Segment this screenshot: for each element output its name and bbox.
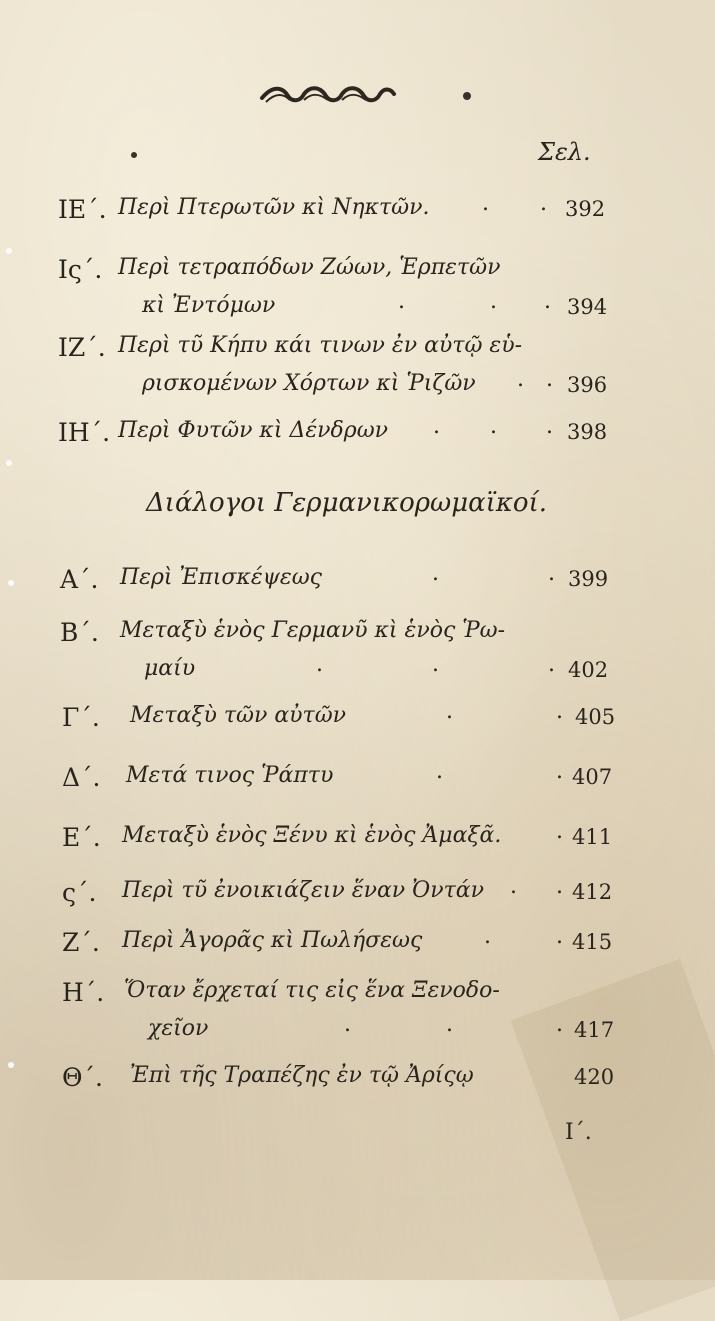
- wave-ornament-icon: [258, 82, 398, 108]
- entry-numeral: Θ΄.: [62, 1063, 103, 1092]
- leader-dot: .: [517, 367, 524, 392]
- binding-hole: [6, 460, 12, 466]
- page-column-label: Σελ.: [538, 138, 591, 166]
- ink-speck: [463, 92, 471, 100]
- entry-title-line: ρισκομένων Χόρτων κὶ Ῥιζῶν: [142, 371, 476, 396]
- entry-title-line: χεῖον: [148, 1016, 209, 1041]
- entry-numeral: Γ΄.: [62, 703, 100, 732]
- entry-page-number: 396: [567, 373, 608, 397]
- entry-title-line: Περὶ Πτερωτῶν κὶ Νηκτῶν.: [118, 195, 430, 220]
- leader-dot: .: [540, 191, 547, 216]
- leader-dot: .: [556, 924, 563, 949]
- binding-hole: [8, 580, 14, 586]
- leader-dot: .: [316, 652, 323, 677]
- leader-dot: .: [436, 759, 443, 784]
- binding-hole: [6, 248, 12, 254]
- entry-page-number: 411: [572, 825, 613, 849]
- leader-dot: .: [482, 191, 489, 216]
- entry-title-line: Μεταξὺ ἑνὸς Γερμανῦ κὶ ἑνὸς Ῥω-: [120, 618, 506, 643]
- leader-dot: .: [432, 561, 439, 586]
- signature-mark: Ι΄.: [565, 1120, 592, 1145]
- leader-dot: .: [556, 699, 563, 724]
- leader-dot: .: [544, 289, 551, 314]
- entry-title-line: Περὶ Ἐπισκέψεως: [120, 565, 322, 590]
- leader-dot: .: [446, 699, 453, 724]
- leader-dot: .: [546, 414, 553, 439]
- leader-dot: .: [556, 819, 563, 844]
- entry-title-line: Περὶ τῦ ἐνοικιάζειν ἕναν Ὀντάν: [122, 878, 484, 903]
- entry-page-number: 399: [568, 567, 609, 591]
- entry-title-line: Ὅταν ἔρχεταί τις εἰς ἕνα Ξενοδο-: [124, 978, 500, 1003]
- entry-page-number: 420: [574, 1065, 615, 1089]
- entry-title-line: Μεταξὺ τῶν αὐτῶν: [130, 703, 347, 728]
- entry-title-line: μαίυ: [144, 656, 196, 681]
- ink-speck: [131, 152, 137, 158]
- entry-title-line: Περὶ Φυτῶν κὶ Δένδρων: [118, 418, 389, 443]
- leader-dot: .: [344, 1012, 351, 1037]
- entry-numeral: Δ΄.: [62, 763, 101, 792]
- leader-dot: .: [548, 652, 555, 677]
- page-stain: [511, 959, 715, 1321]
- leader-dot: .: [484, 924, 491, 949]
- entry-title-line: Μετά τινος Ῥάπτυ: [126, 763, 334, 788]
- entry-page-number: 394: [567, 295, 608, 319]
- entry-title-line: Μεταξὺ ἑνὸς Ξένυ κὶ ἑνὸς Ἀμαξᾶ.: [122, 823, 502, 848]
- leader-dot: .: [432, 652, 439, 677]
- entry-page-number: 402: [568, 658, 609, 682]
- entry-title-line: Περὶ τῦ Κήπυ κάι τινων ἐν αὐτῷ εὑ-: [118, 333, 523, 358]
- leader-dot: .: [556, 874, 563, 899]
- leader-dot: .: [546, 367, 553, 392]
- entry-page-number: 392: [565, 197, 606, 221]
- binding-hole: [8, 1062, 14, 1068]
- entry-numeral: Ζ΄.: [62, 928, 100, 957]
- entry-numeral: ς΄.: [62, 878, 97, 907]
- entry-numeral: ΙΕ΄.: [58, 195, 107, 224]
- leader-dot: .: [556, 1012, 563, 1037]
- leader-dot: .: [548, 561, 555, 586]
- entry-numeral: Ε΄.: [62, 823, 101, 852]
- entry-title-line: Περὶ τετραπόδων Ζώων, Ἑρπετῶν: [118, 255, 501, 280]
- entry-title-line: Ἐπὶ τῆς Τραπέζης ἐν τῷ Ἀρίςῳ: [130, 1063, 474, 1088]
- entry-numeral: ΙΖ΄.: [58, 333, 106, 362]
- leader-dot: .: [490, 289, 497, 314]
- entry-title-line: Περὶ Ἀγορᾶς κὶ Πωλήσεως: [122, 928, 423, 953]
- entry-title-line: κὶ Ἐντόμων: [142, 293, 276, 318]
- leader-dot: .: [556, 759, 563, 784]
- leader-dot: .: [446, 1012, 453, 1037]
- entry-numeral: Η΄.: [62, 978, 105, 1007]
- entry-page-number: 415: [572, 930, 613, 954]
- entry-page-number: 412: [572, 880, 613, 904]
- leader-dot: .: [490, 414, 497, 439]
- entry-page-number: 405: [575, 705, 616, 729]
- entry-numeral: Β΄.: [60, 618, 99, 647]
- entry-numeral: Ις΄.: [58, 255, 103, 284]
- entry-page-number: 398: [567, 420, 608, 444]
- section-title: Διάλογοι Γερμανικορωμαϊκοί.: [146, 488, 548, 518]
- leader-dot: .: [510, 874, 517, 899]
- entry-numeral: ΙΗ΄.: [58, 418, 111, 447]
- entry-numeral: Α΄.: [60, 565, 99, 594]
- entry-page-number: 407: [572, 765, 613, 789]
- leader-dot: .: [433, 414, 440, 439]
- leader-dot: .: [398, 289, 405, 314]
- entry-page-number: 417: [574, 1018, 615, 1042]
